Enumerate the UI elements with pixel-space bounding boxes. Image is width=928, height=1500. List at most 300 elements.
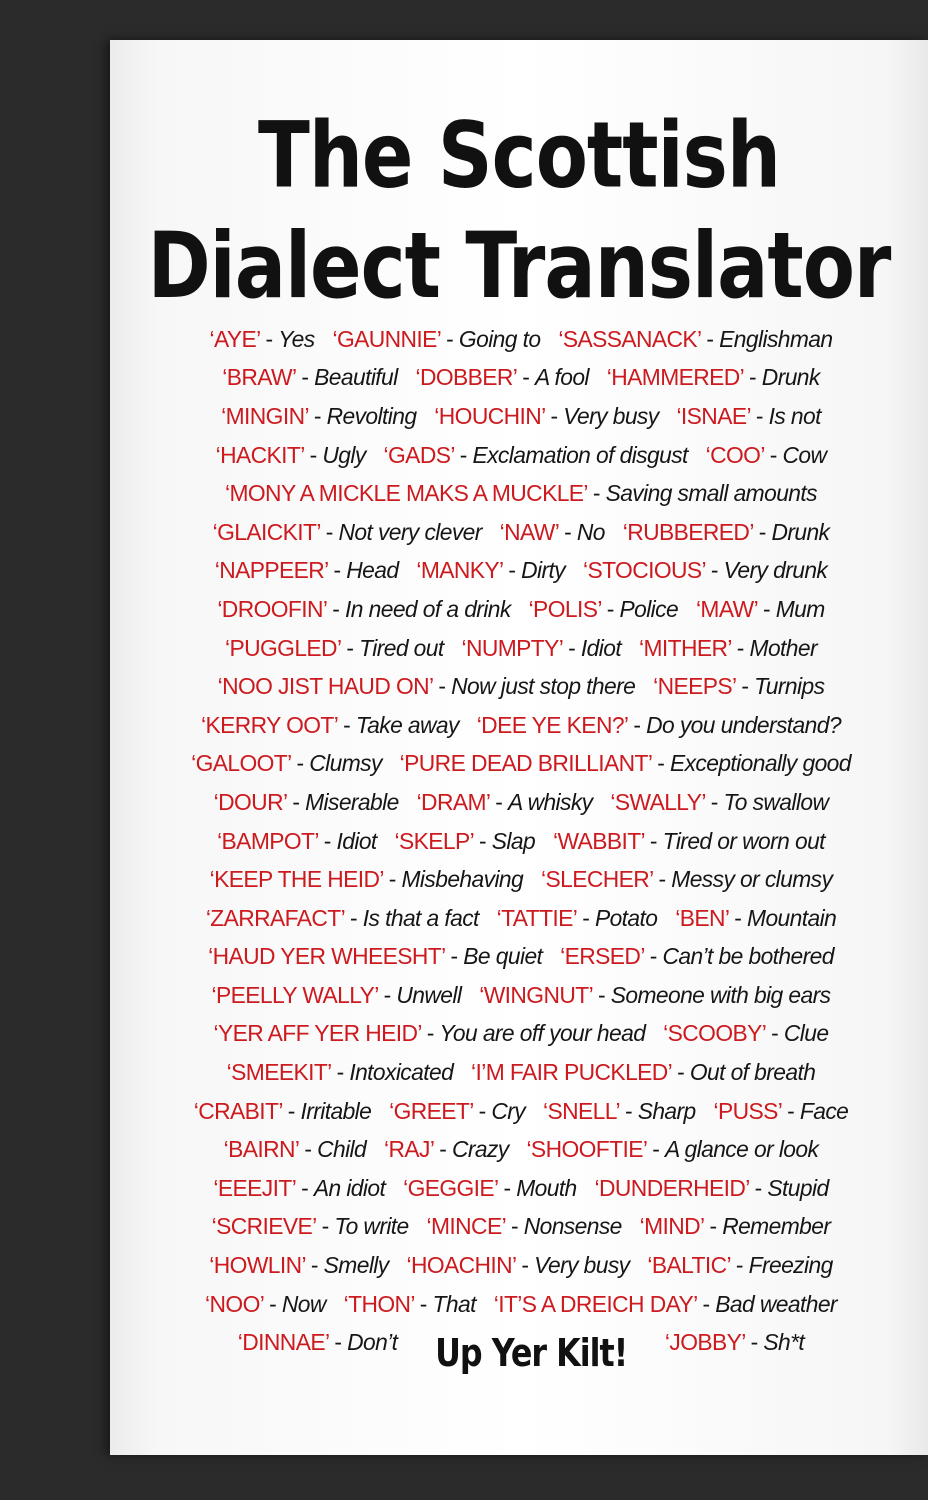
- separator: -: [731, 634, 750, 661]
- dialect-line-final: [121, 1323, 921, 1376]
- dialect-line: [121, 976, 921, 1015]
- dialect-line: [121, 822, 921, 861]
- dialect-entry: [212, 1213, 409, 1240]
- separator: -: [298, 1136, 318, 1163]
- separator: -: [700, 325, 720, 352]
- dialect-meaning: A whisky: [508, 788, 593, 815]
- dialect-entry: [344, 1291, 476, 1318]
- dialect-line: [121, 783, 921, 822]
- dialect-meaning: Mum: [775, 595, 825, 622]
- dialect-entry: [416, 557, 565, 584]
- dialect-entry: [403, 1175, 577, 1202]
- dialect-term: ‘ERSED’: [560, 943, 644, 970]
- separator: -: [730, 1252, 749, 1279]
- dialect-entry: [676, 403, 820, 430]
- dialect-entry: [209, 1252, 388, 1279]
- separator: -: [704, 788, 724, 815]
- dialect-line: [121, 629, 921, 668]
- separator: -: [295, 1174, 314, 1201]
- separator: -: [263, 1290, 282, 1317]
- separator: -: [757, 595, 776, 622]
- dialect-term: ‘NOO JIST HAUD ON’: [217, 673, 433, 700]
- dialect-line: [121, 745, 921, 784]
- dialect-entry: [500, 519, 605, 546]
- dialect-meaning: Smelly: [323, 1252, 389, 1279]
- separator: -: [652, 866, 672, 893]
- dialect-meaning: Is not: [768, 402, 821, 429]
- dialect-term: ‘SNELL’: [542, 1097, 620, 1124]
- dialect-meaning: Nonsense: [523, 1213, 622, 1240]
- dialect-line: [121, 590, 921, 629]
- dialect-term: ‘POLIS’: [528, 595, 601, 622]
- dialect-meaning: Remember: [722, 1213, 831, 1240]
- dialect-term: ‘SASSANACK’: [558, 325, 701, 352]
- dialect-term: ‘SHOOFTIE’: [526, 1136, 647, 1163]
- dialect-term: ‘GREET’: [389, 1097, 473, 1124]
- separator: -: [505, 1213, 524, 1240]
- dialect-term: ‘THON’: [343, 1290, 415, 1317]
- separator: -: [643, 943, 663, 970]
- dialect-entry: [221, 403, 416, 430]
- dialect-meaning: Very busy: [563, 402, 659, 429]
- dialect-meaning: Potato: [594, 904, 658, 931]
- dialect-entry: [194, 1098, 372, 1125]
- separator: -: [644, 827, 663, 854]
- dialect-meaning: Sh*t: [763, 1329, 805, 1356]
- dialect-entry: [400, 750, 851, 777]
- dialect-entry: [610, 789, 828, 816]
- dialect-entry: [653, 673, 824, 700]
- separator: -: [592, 981, 611, 1008]
- dialect-entry: [395, 828, 536, 855]
- separator: -: [735, 673, 755, 700]
- dialect-term: ‘IT’S A DREICH DAY’: [493, 1290, 697, 1317]
- separator: -: [327, 557, 347, 584]
- dialect-meaning: Very drunk: [723, 557, 828, 584]
- separator: -: [281, 1097, 301, 1124]
- dialect-term: ‘STOCIOUS’: [582, 557, 706, 584]
- dialect-meaning: Crazy: [451, 1136, 509, 1163]
- dialect-entry: [623, 519, 830, 546]
- dialect-meaning: Tired or worn out: [662, 827, 825, 854]
- separator: -: [453, 441, 473, 468]
- separator: -: [421, 1020, 440, 1047]
- dialect-term: ‘SLECHER’: [540, 866, 653, 893]
- dialect-meaning: Irritable: [300, 1097, 372, 1124]
- dialect-term: ‘DOBBER’: [415, 364, 517, 391]
- dialect-term: ‘BALTIC’: [647, 1252, 731, 1279]
- separator: -: [326, 595, 346, 622]
- dialect-meaning: Misbehaving: [401, 866, 524, 893]
- dialect-entry: [205, 1291, 326, 1318]
- separator: -: [516, 364, 535, 391]
- dialect-entry: [384, 1136, 509, 1163]
- dialect-meaning: In need of a drink: [345, 595, 511, 622]
- dialect-term: ‘EEEJIT’: [213, 1174, 296, 1201]
- dialect-entry: [227, 1059, 454, 1086]
- dialect-entry: [696, 596, 825, 623]
- dialect-term: ‘WINGNUT’: [479, 981, 593, 1008]
- dialect-entry: [208, 943, 542, 970]
- dialect-meaning: Turnips: [754, 673, 825, 700]
- dialect-line: [121, 1015, 921, 1054]
- dialect-meaning: Revolting: [326, 402, 417, 429]
- dialect-entry: [477, 712, 841, 739]
- dialect-line: [121, 474, 921, 513]
- separator: -: [330, 1059, 350, 1086]
- separator: -: [259, 325, 279, 352]
- dialect-term: ‘TATTIE’: [496, 904, 577, 931]
- dialect-line: [121, 397, 921, 436]
- dialect-term: ‘I’M FAIR PUCKLED’: [471, 1059, 672, 1086]
- dialect-term: ‘BEN’: [675, 904, 729, 931]
- dialect-entry: [434, 403, 658, 430]
- dialect-meaning: Drunk: [771, 518, 830, 545]
- dialect-term: ‘HOWLIN’: [209, 1252, 306, 1279]
- dialect-meaning: Dirty: [521, 557, 566, 584]
- dialect-entry: [640, 1213, 831, 1240]
- dialect-line: [121, 552, 921, 591]
- dialect-meaning: Intoxicated: [349, 1059, 454, 1086]
- dialect-entry: [415, 364, 588, 391]
- dialect-term: ‘NOO’: [205, 1290, 264, 1317]
- dialect-term: ‘SMEEKIT’: [226, 1059, 331, 1086]
- separator: -: [696, 1290, 716, 1317]
- dialect-meaning: Going to: [458, 325, 541, 352]
- dialect-entry: [224, 1136, 366, 1163]
- dialect-line: [121, 1169, 921, 1208]
- separator: -: [600, 595, 620, 622]
- dialect-term: ‘PEELLY WALLY’: [211, 981, 378, 1008]
- dialect-meaning: Police: [619, 595, 679, 622]
- separator: -: [752, 518, 772, 545]
- dialect-entry: [607, 364, 820, 391]
- dialect-entry: [191, 750, 382, 777]
- dialect-term: ‘PURE DEAD BRILLIANT’: [399, 750, 652, 777]
- dialect-term: ‘HACKIT’: [215, 441, 304, 468]
- dialect-term: ‘BRAW’: [222, 364, 296, 391]
- separator: -: [562, 634, 581, 661]
- dialect-entry: [543, 1098, 696, 1125]
- separator: -: [781, 1097, 800, 1124]
- separator: -: [728, 904, 748, 931]
- dialect-meaning: Cry: [491, 1097, 526, 1124]
- separator: -: [646, 1136, 665, 1163]
- dialect-entry: [427, 1213, 622, 1240]
- separator: -: [703, 1213, 723, 1240]
- dialect-meaning: Face: [799, 1097, 849, 1124]
- separator: -: [587, 480, 606, 507]
- dialect-term: ‘GALOOT’: [191, 750, 291, 777]
- separator: -: [502, 557, 522, 584]
- dialect-meaning: Head: [346, 557, 399, 584]
- separator: -: [497, 1174, 517, 1201]
- dialect-term: ‘YER AFF YER HEID’: [213, 1020, 421, 1047]
- dialect-meaning: Exclamation of disgust: [472, 441, 688, 468]
- dialect-entry: [647, 1252, 832, 1279]
- separator: -: [318, 827, 337, 854]
- dialect-entry: [332, 326, 540, 353]
- dialect-line: [121, 860, 921, 899]
- dialect-term: ‘KERRY OOT’: [201, 711, 338, 738]
- dialect-entry: [210, 866, 523, 893]
- dialect-meaning: Mouth: [516, 1174, 577, 1201]
- dialect-meaning: Stupid: [767, 1174, 829, 1201]
- dialect-entry: [595, 1175, 829, 1202]
- separator: -: [489, 788, 509, 815]
- dialect-meaning: Tired out: [359, 634, 444, 661]
- separator: -: [433, 1136, 452, 1163]
- dialect-entry: [201, 712, 459, 739]
- dialect-entry: [479, 982, 830, 1009]
- dialect-meaning: Don’t: [347, 1329, 398, 1356]
- dialect-entry: [213, 519, 482, 546]
- title-line-2: Dialect Translator: [147, 211, 891, 319]
- dialect-meaning: Freezing: [748, 1252, 833, 1279]
- dialect-term: ‘ZARRAFACT’: [205, 904, 345, 931]
- dialect-entry: [225, 635, 444, 662]
- dialect-meaning: Is that a fact: [362, 904, 479, 931]
- dialect-term: ‘HOUCHIN’: [434, 402, 545, 429]
- separator: -: [472, 1097, 492, 1124]
- dialect-term: ‘MAW’: [695, 595, 758, 622]
- separator: -: [328, 1329, 348, 1356]
- separator: -: [308, 402, 327, 429]
- dialect-meaning: Cow: [782, 441, 827, 468]
- dialect-entry: [675, 905, 836, 932]
- dialect-meaning: An idiot: [313, 1174, 386, 1201]
- dialect-meaning: Beautiful: [314, 364, 398, 391]
- dialect-term: ‘DEE YE KEN?’: [476, 711, 628, 738]
- separator: -: [576, 904, 595, 931]
- dialect-entry: [215, 557, 399, 584]
- dialect-entry: [526, 1136, 818, 1163]
- separator: -: [651, 750, 670, 777]
- separator: -: [515, 1252, 535, 1279]
- dialect-term: ‘MINGIN’: [221, 402, 309, 429]
- dialect-meaning: Sharp: [637, 1097, 696, 1124]
- dialect-entry: [217, 828, 377, 855]
- dialect-entry: [583, 557, 827, 584]
- dialect-meaning: Idiot: [336, 827, 377, 854]
- dialect-line: [121, 359, 921, 398]
- dialect-entry: [217, 596, 510, 623]
- dialect-meaning: Saving small amounts: [605, 480, 817, 507]
- dialect-entry: [389, 1098, 525, 1125]
- separator: -: [290, 750, 310, 777]
- dialect-entry: [639, 635, 817, 662]
- dialect-line: [121, 1246, 921, 1285]
- separator: -: [340, 634, 360, 661]
- dialect-term: ‘RUBBERED’: [622, 518, 753, 545]
- separator: -: [558, 518, 577, 545]
- dialect-entry: [494, 1291, 837, 1318]
- title: [110, 100, 928, 321]
- dialect-entry: [714, 1098, 849, 1125]
- dialect-meaning: Not very clever: [338, 518, 482, 545]
- dialect-term: ‘BAMPOT’: [217, 827, 319, 854]
- separator: -: [286, 788, 306, 815]
- dialect-term: ‘NAPPEER’: [214, 557, 328, 584]
- dialect-line: [121, 1053, 921, 1092]
- dialect-term: ‘NAW’: [499, 518, 559, 545]
- dialect-meaning: Child: [317, 1136, 367, 1163]
- separator: -: [377, 981, 397, 1008]
- dialect-entry: [238, 1329, 398, 1356]
- dialect-term: ‘SCOOBY’: [663, 1020, 766, 1047]
- dialect-meaning: Ugly: [322, 441, 366, 468]
- dialect-term: ‘DRAM’: [416, 788, 490, 815]
- dialect-term: ‘SKELP’: [394, 827, 474, 854]
- dialect-meaning: A fool: [534, 364, 589, 391]
- dialect-entry: [461, 635, 621, 662]
- dialect-meaning: To write: [334, 1213, 409, 1240]
- dialect-term: ‘DROOFIN’: [217, 595, 327, 622]
- dialect-meaning: Someone with big ears: [610, 981, 831, 1008]
- dialect-term: ‘JOBBY’: [664, 1329, 745, 1356]
- dialect-term: ‘SWALLY’: [610, 788, 705, 815]
- dialect-meaning: Unwell: [396, 981, 462, 1008]
- dialect-entry: [218, 673, 636, 700]
- separator: -: [743, 364, 762, 391]
- dialect-term: ‘AYE’: [209, 325, 260, 352]
- dialect-entry: [665, 1329, 804, 1356]
- dialect-term: ‘DOUR’: [213, 788, 287, 815]
- separator: -: [444, 943, 464, 970]
- dialect-meaning: Englishman: [719, 325, 833, 352]
- dialect-entry: [529, 596, 678, 623]
- dialect-entry: [406, 1252, 629, 1279]
- dialect-term: ‘HAMMERED’: [606, 364, 744, 391]
- dialect-entry: [541, 866, 832, 893]
- dialect-term: ‘MANKY’: [416, 557, 503, 584]
- separator: -: [619, 1097, 638, 1124]
- dialect-term: ‘PUSS’: [713, 1097, 782, 1124]
- dialect-line: [121, 667, 921, 706]
- dialect-entry: [213, 1175, 385, 1202]
- dialect-term: ‘GADS’: [383, 441, 454, 468]
- dialect-term: ‘SCRIEVE’: [211, 1213, 316, 1240]
- dialect-entry: [214, 789, 399, 816]
- dialect-term: ‘RAJ’: [383, 1136, 434, 1163]
- dialect-term: ‘WABBIT’: [552, 827, 645, 854]
- dialect-meaning: You are off your head: [439, 1020, 646, 1047]
- dialect-meaning: Drunk: [761, 364, 820, 391]
- dialect-term: ‘MIND’: [639, 1213, 704, 1240]
- dialect-line: [121, 513, 921, 552]
- dialect-term: ‘DUNDERHEID’: [594, 1174, 749, 1201]
- dialect-meaning: Idiot: [580, 634, 622, 661]
- dialect-term: ‘HOACHIN’: [406, 1252, 516, 1279]
- dialect-term: ‘MONY A MICKLE MAKS A MUCKLE’: [225, 480, 588, 507]
- dialect-term: ‘DINNAE’: [237, 1329, 329, 1356]
- dialect-entry: [417, 789, 593, 816]
- dialect-meaning: Do you understand?: [646, 711, 841, 738]
- dialect-line: [121, 899, 921, 938]
- separator: -: [295, 364, 315, 391]
- separator: -: [319, 518, 339, 545]
- separator: -: [383, 866, 402, 893]
- dialect-line: [121, 1130, 921, 1169]
- dialect-meaning: Slap: [491, 827, 536, 854]
- dialect-entry: [206, 905, 479, 932]
- dialect-meaning: Now: [281, 1290, 326, 1317]
- dialect-line: [121, 436, 921, 475]
- dialect-meaning: That: [432, 1290, 476, 1317]
- dialect-term: ‘GLAICKIT’: [212, 518, 320, 545]
- dialect-meaning: Out of breath: [689, 1059, 816, 1086]
- dialect-meaning: Mother: [749, 634, 817, 661]
- dialect-entry: [212, 982, 462, 1009]
- separator: -: [414, 1290, 433, 1317]
- dialect-meaning: Take away: [355, 711, 459, 738]
- dialect-meaning: No: [576, 518, 605, 545]
- dialect-term: ‘GAUNNIE’: [332, 325, 441, 352]
- separator: -: [544, 402, 564, 429]
- dialect-entry: [553, 828, 825, 855]
- separator: -: [337, 711, 356, 738]
- dialect-line: [121, 320, 921, 359]
- dialect-line: [121, 706, 921, 745]
- separator: -: [432, 673, 452, 700]
- separator: -: [315, 1213, 335, 1240]
- dialect-entry: [222, 364, 397, 391]
- dialect-meaning: Clumsy: [309, 750, 382, 777]
- closing-phrase: Up Yer Kilt!: [435, 1329, 628, 1376]
- dialect-meaning: Yes: [278, 325, 315, 352]
- dialect-term: ‘BAIRN’: [223, 1136, 299, 1163]
- separator: -: [671, 1059, 690, 1086]
- separator: -: [763, 441, 783, 468]
- separator: -: [303, 441, 323, 468]
- separator: -: [305, 1252, 324, 1279]
- dialect-meaning: Exceptionally good: [669, 750, 851, 777]
- dialect-entry: [497, 905, 658, 932]
- dialect-meaning: To swallow: [723, 788, 829, 815]
- separator: -: [627, 711, 647, 738]
- dialect-line: [121, 1208, 921, 1247]
- dialect-meaning: Now just stop there: [451, 673, 636, 700]
- separator: -: [750, 402, 769, 429]
- dialect-meaning: Mountain: [747, 904, 837, 931]
- separator: -: [744, 1329, 764, 1356]
- dialect-line: [121, 1285, 921, 1324]
- dialect-line: [121, 1092, 921, 1131]
- dialect-meaning: Be quiet: [463, 943, 543, 970]
- dialect-entry: [558, 326, 832, 353]
- dialect-list: [118, 320, 924, 1376]
- dialect-term: ‘MINCE’: [426, 1213, 506, 1240]
- dialect-entry: [471, 1059, 815, 1086]
- dialect-term: ‘GEGGIE’: [403, 1174, 498, 1201]
- dialect-entry: [209, 326, 314, 353]
- separator: -: [440, 325, 459, 352]
- dialect-entry: [663, 1020, 828, 1047]
- dialect-term: ‘NUMPTY’: [461, 634, 563, 661]
- dialect-term: ‘NEEPS’: [653, 673, 736, 700]
- dialect-term: ‘COO’: [705, 441, 764, 468]
- dialect-entry: [706, 442, 827, 469]
- separator: -: [473, 827, 492, 854]
- dialect-meaning: Bad weather: [715, 1290, 837, 1317]
- dialect-meaning: Can’t be bothered: [662, 943, 834, 970]
- dialect-meaning: A glance or look: [664, 1136, 819, 1163]
- dialect-term: ‘CRABIT’: [193, 1097, 282, 1124]
- dialect-entry: [560, 943, 834, 970]
- dialect-entry: [216, 442, 366, 469]
- dialect-meaning: Messy or clumsy: [671, 866, 833, 893]
- dialect-term: ‘KEEP THE HEID’: [209, 866, 384, 893]
